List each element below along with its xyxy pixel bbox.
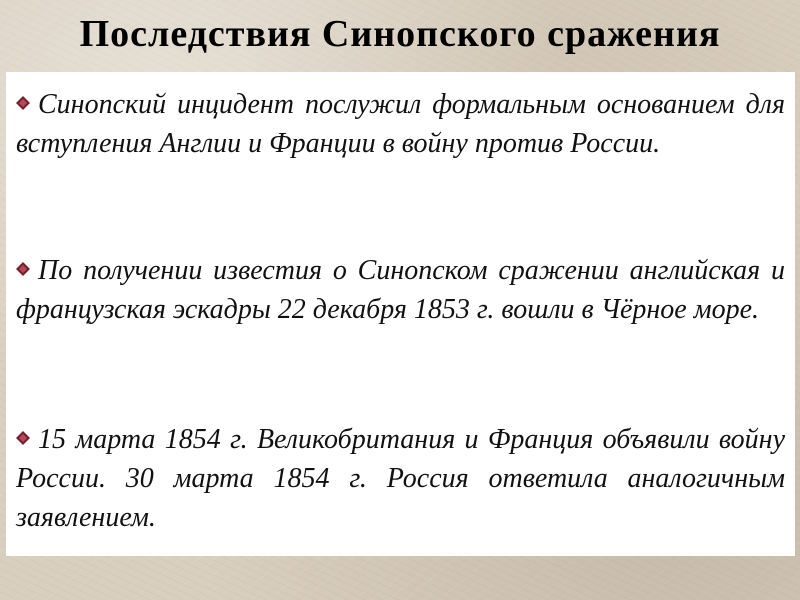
diamond-bullet-icon [16,431,30,445]
diamond-bullet-icon [16,262,30,276]
paragraph-text: 15 марта 1854 г. Великобритания и Франция объявили войну России. 30 марта 1854 г. Россия ответила аналогичным заявлением. [16,424,785,533]
slide-title: Последствия Синопского сражения [79,13,721,55]
bullet-paragraph [6,420,795,537]
paragraph-text: Синопский инцидент послужил формальным основанием для вступления Англии и Франции в войну против России. [16,89,785,159]
bullet-paragraph [6,251,795,329]
paragraph-text: По получении известия о Синопском сражении английская и французская эскадры 22 декабря 1853 г. вошли в Чёрное море. [16,255,785,325]
diamond-bullet-icon [16,96,30,110]
bullet-paragraph [6,85,795,163]
content-panel [6,72,795,556]
